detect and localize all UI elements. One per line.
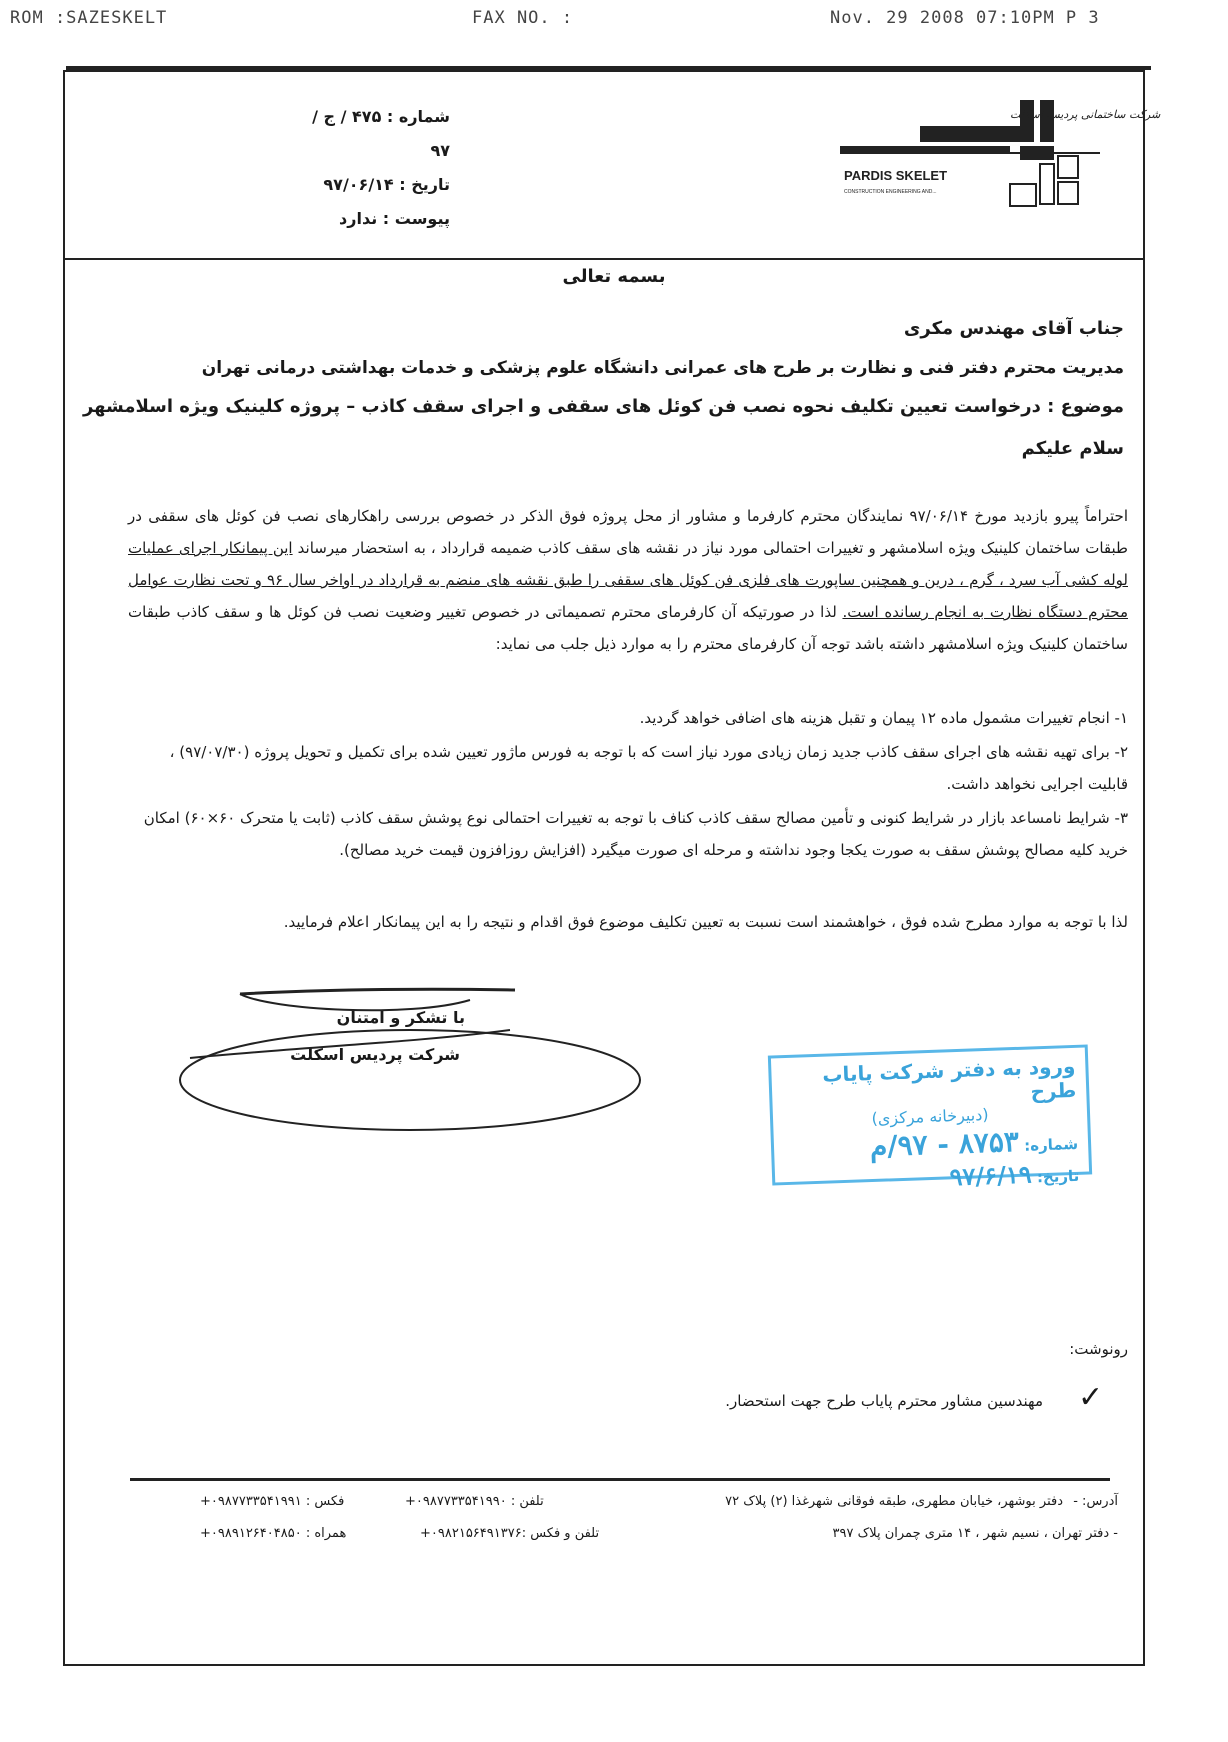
closing-paragraph: لذا با توجه به موارد مطرح شده فوق ، خواهشمند است نسبت به تعیین تکلیف موضوع فوق اقدام و نتیجه را به این پیمانکار اعلام فرمایید. (283, 913, 1128, 931)
cc-label: رونوشت: (1069, 1340, 1128, 1358)
list-item: ۱- انجام تغییرات مشمول ماده ۱۲ پیمان و تقبل هزینه های اضافی خواهد گردید. (639, 709, 1128, 727)
letter-heading: بسمه تعالی (562, 266, 666, 287)
letter-frame (63, 70, 1145, 1666)
fax-sender: ROM :SAZESKELT (10, 8, 168, 28)
address-bushehr: دفتر بوشهر، خیابان مطهری، طبقه فوقانی شهرغذا (۲) پلاک ۷۲ (725, 1494, 1063, 1509)
underlined-statement: این پیمانکار اجرای عملیات لوله کشی آب سرد ، گرم ، درین و همچنین ساپورت های فلزی فن کوئل های سقفی را طبق نقشه های منضم به قرارداد در اواخر سال ۹۶ و تحت نظارت عوامل محترم دستگاه نظارت به انجام رسانده است. (128, 539, 1128, 621)
letter-date: تاریخ : ۹۷/۰۶/۱۴ (323, 175, 450, 194)
letter-attachment: پیوست : ندارد (339, 209, 450, 228)
fax-number: FAX NO. : (472, 8, 574, 28)
svg-text:شرکت ساختمانی پردیس اسکلت: شرکت ساختمانی پردیس اسکلت (1010, 108, 1161, 121)
list-item: ۲- برای تهیه نقشه های اجرای سقف کاذب جدید زمان زیادی مورد نیاز است که با توجه به فورس ماژور تعیین شده برای تکمیل و تحویل پروژه (۹۷/۰۷/۳۰) ، قابلیت اجرایی نخواهد داشت. (169, 743, 1128, 793)
subject: موضوع : درخواست تعیین تکلیف نحوه نصب فن کوئل های سقفی و اجرای سقف کاذب – پروژه کلینیک ویژه اسلامشهر (82, 396, 1124, 417)
phone-tehran: تلفن و فکس :۰۹۸۲۱۵۶۴۹۱۳۷۶+ (420, 1526, 600, 1541)
mobile-tehran: همراه : ۰۹۸۹۱۲۶۴۰۴۸۵۰+ (200, 1526, 347, 1541)
phone-bushehr: تلفن : ۰۹۸۷۷۳۳۵۴۱۹۹۰+ (405, 1494, 544, 1509)
greeting: سلام علیکم (1021, 438, 1124, 459)
signature-company: شرکت پردیس اسکلت (290, 1045, 460, 1064)
header-rule (63, 258, 1145, 260)
handwritten-signature-icon (170, 960, 640, 1150)
body-paragraph: احتراماً پیرو بازدید مورخ ۹۷/۰۶/۱۴ نمایندگان محترم کارفرما و مشاور از محل پروژه فوق الذکر در خصوص بررسی راهکارهای نصب فن کوئل های سقفی در طبقات ساختمان کلینیک ویژه اسلامشهر و تغییرات احتمالی مورد نیاز در نقشه های سقف کاذب ضمیمه قرارداد ، به استحضار میرساند این پیمانکار اجرای عملیات لوله کشی آب سرد ، گرم ، درین و همچنین ساپورت های فلزی فن کوئل های سقفی را طبق نقشه های منضم به قرارداد در اواخر سال ۹۶ و تحت نظارت عوامل محترم دستگاه نظارت به انجام رسانده است. لذا در صورتیکه آن کارفرمای محترم تصمیماتی در خصوص تغییر وضعیت نصب فن کوئل ها و سقف کاذب طبقات ساختمان کلینیک ویژه اسلامشهر داشته باشد توجه آن کارفرمای محترم را به موارد ذیل جلب می نماید: (128, 507, 1128, 653)
recipient: جناب آقای مهندس مکری (903, 318, 1124, 339)
fax-datetime: Nov. 29 2008 07:10PM P 3 (830, 8, 1100, 28)
received-stamp: ورود به دفتر شرکت پایاب طرح (دبیرخانه مرکزی) شماره: ۸۷۵۳ - ۹۷/م تاریخ: ۹۷/۶/۱۹ (768, 1044, 1092, 1185)
footer-rule (130, 1478, 1110, 1481)
address-label: آدرس: - (1073, 1494, 1118, 1509)
letter-meta (300, 100, 450, 236)
list-item: ۳- شرایط نامساعد بازار در شرایط کنونی و تأمین مصالح سقف کاذب کناف با توجه به تغییرات احتمالی نوع پوشش سقف کاذب (ثابت یا متحرک ۶۰×۶۰) امکان خرید کلیه مصالح پوشش سقف به صورت یکجا وجود نداشته و مرحله ای صورت میگیرد (افزایش روزافزون قیمت خرید مصالح). (143, 809, 1128, 859)
letter-number: شماره : ۴۷۵ / ج / ۹۷ (312, 107, 450, 160)
address-tehran: - دفتر تهران ، نسیم شهر ، ۱۴ متری چمران پلاک ۳۹۷ (832, 1526, 1118, 1541)
svg-text:PARDIS SKELET: PARDIS SKELET (844, 168, 948, 183)
signature-thanks: با تشکر و امتنان (336, 1008, 465, 1027)
pardis-skelet-logo-icon (840, 100, 1161, 230)
fax-bushehr: فکس : ۰۹۸۷۷۳۳۵۴۱۹۹۱+ (200, 1494, 345, 1509)
company-logo (840, 100, 1161, 230)
department: مدیریت محترم دفتر فنی و نظارت بر طرح های عمرانی دانشگاه علوم پزشکی و خدمات بهداشتی درمانی تهران (201, 358, 1124, 378)
cc-item: مهندسین مشاور محترم پایاب طرح جهت استحضار. (725, 1392, 1043, 1410)
svg-text:CONSTRUCTION ENGINEERING AND..: CONSTRUCTION ENGINEERING AND... (844, 189, 937, 195)
checkmark-icon: ✓ (1078, 1380, 1104, 1415)
